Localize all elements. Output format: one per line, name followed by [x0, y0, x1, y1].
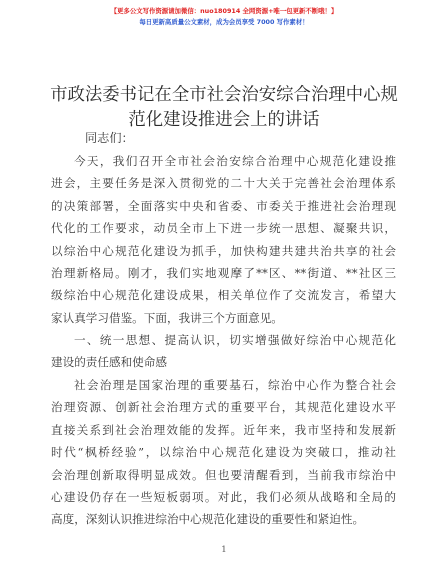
paragraph-line: 级综治中心规范化建设成果，相关单位作了交流发言，希望大	[51, 288, 396, 303]
promo-banner	[0, 6, 448, 28]
document-title-line-1: 市政法委书记在全市社会治安综合治理中心规	[50, 85, 398, 105]
paragraph-line: 心建设仍存在一些短板弱项。对此，我们必须从战略和全局的	[51, 489, 396, 504]
paragraph-line: 会治理创新取得明显成效。但也要清醒看到，当前我市综治中	[51, 467, 396, 482]
paragraph-line: 代化的工作要求，动员全市上下进一步统一思想、凝聚共识，	[51, 221, 396, 236]
paragraph-line: 治理资源、创新社会治理方式的重要平台，其规范化建设水平	[51, 400, 396, 415]
paragraph-line: 的决策部署，全面落实中央和省委、市委关于推进社会治理现	[51, 198, 396, 213]
paragraph-line: 直接关系到社会治理效能的发挥。近年来，我市坚持和发展新	[51, 422, 396, 437]
paragraph-line: 以综治中心规范化建设为抓手，加快构建共建共治共享的社会	[51, 243, 396, 258]
paragraph-line: 高度，深刻认识推进综治中心规范化建设的重要性和紧迫性。	[51, 512, 365, 527]
heading-line: 建设的责任感和使命感	[51, 355, 167, 370]
page-number: 1	[221, 545, 227, 555]
paragraph-intro	[51, 150, 396, 329]
paragraph-line: 社会治理是国家治理的重要基石，综治中心作为整合社会	[74, 378, 396, 392]
paragraph-line: 家认真学习借鉴。下面，我讲三个方面意见。	[51, 310, 283, 325]
paragraph-section-1	[51, 374, 396, 531]
document-title	[40, 83, 408, 133]
salutation: 同志们：	[85, 131, 134, 145]
paragraph-line: 时代“枫桥经验”，以综治中心规范化建设为突破口，推动社	[51, 445, 396, 460]
paragraph-line: 今天，我们召开全市社会治安综合治理中心规范化建设推	[74, 154, 396, 168]
heading-line: 一、统一思想、提高认识，切实增强做好综治中心规范化	[74, 333, 396, 347]
promo-banner-line-1: 【更多公文写作资源请加微信：nuo180914 全网资源+唯一包更新不断哦！】	[110, 7, 338, 15]
document-title-line-2: 范化建设推进会上的讲话	[128, 110, 320, 130]
promo-banner-line-2: 每日更新高质量公文素材，成为会员享受 7000 写作素材！	[139, 18, 309, 26]
paragraph-line: 进会，主要任务是深入贯彻党的二十大关于完善社会治理体系	[51, 176, 396, 191]
paragraph-line: 治理新格局。刚才，我们实地观摩了**区、**街道、**社区三	[51, 265, 396, 280]
section-heading-1	[51, 329, 396, 374]
